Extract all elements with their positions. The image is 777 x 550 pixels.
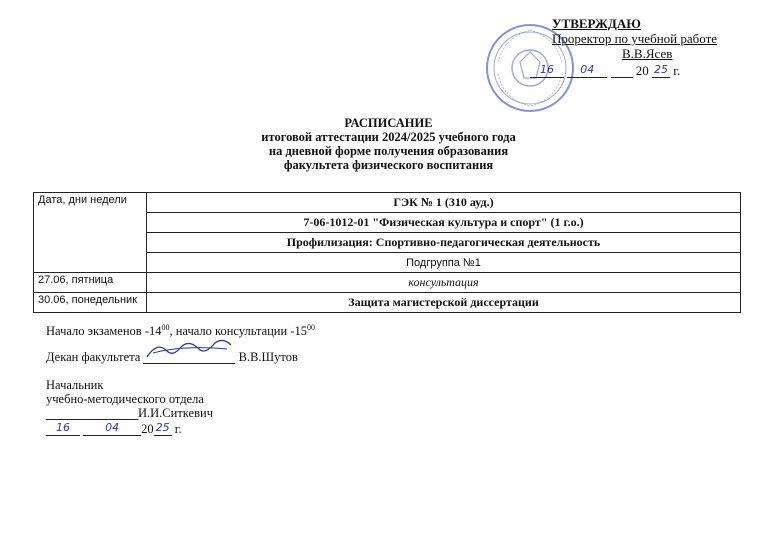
head-name: И.И.Ситкевич — [138, 406, 213, 420]
heading-line-1: РАСПИСАНИЕ — [344, 116, 433, 130]
footer-year-suffix: 25 — [155, 421, 170, 434]
dean-name: В.В.Шутов — [238, 350, 298, 364]
dean-signature-icon — [143, 337, 235, 363]
approval-name-line — [552, 46, 717, 61]
row-event: Защита магистерской диссертации — [147, 293, 741, 313]
heading-line-2: итоговой аттестации 2024/2025 учебного года — [261, 130, 516, 144]
row-event: консультация — [147, 273, 741, 293]
footer-day: 16 — [56, 421, 70, 434]
head-label-1: Начальник — [46, 378, 104, 392]
heading-line-4: факультета физического воспитания — [283, 158, 494, 172]
approval-title: УТВЕРЖДАЮ — [552, 16, 641, 31]
heading-line-3: на дневной форме получения образования — [268, 144, 509, 158]
dean-label: Декан факультета — [46, 350, 141, 364]
subgroup-cell: Подгруппа №1 — [147, 253, 741, 273]
approval-year-end: г. — [673, 63, 681, 78]
exam-times: Начало экзаменов $-14^{00}$, начало консультации $-15^{00}$ — [46, 323, 315, 339]
footer-year-end: г. — [174, 422, 182, 436]
document-heading — [0, 116, 777, 172]
head-name-line — [46, 406, 213, 420]
row-date: 30.06, понедельник — [34, 293, 147, 313]
head-signature-block — [46, 378, 213, 436]
approval-month: 04 — [580, 63, 595, 76]
head-label-2: учебно-методического отдела — [46, 392, 204, 406]
approval-block — [540, 16, 718, 78]
footer-month: 04 — [105, 421, 120, 434]
table-row — [34, 273, 741, 293]
row-date: 27.06, пятница — [34, 273, 147, 293]
commission-cell: ГЭК № 1 (310 ауд.) — [147, 193, 741, 213]
approval-position: Проректор по учебной работе — [552, 31, 718, 46]
approval-day: 16 — [540, 63, 554, 76]
table-row — [34, 193, 741, 213]
date-column-header: Дата, дни недели — [34, 193, 147, 273]
approval-name: В.В.Ясев — [622, 46, 673, 61]
footer-date-line — [46, 420, 213, 436]
table-row — [34, 293, 741, 313]
schedule-table — [33, 192, 741, 313]
specialty-cell: 7-06-1012-01 "Физическая культура и спорт" (1 г.о.) — [147, 213, 741, 233]
dean-signature-line — [46, 350, 298, 364]
approval-date-line — [530, 61, 717, 78]
profile-cell: Профилизация: Спортивно-педагогическая деятельность — [147, 233, 741, 253]
footer-year-prefix: 20 — [141, 422, 154, 436]
approval-year-suffix: 25 — [654, 63, 668, 76]
approval-year-prefix: 20 — [635, 63, 649, 78]
